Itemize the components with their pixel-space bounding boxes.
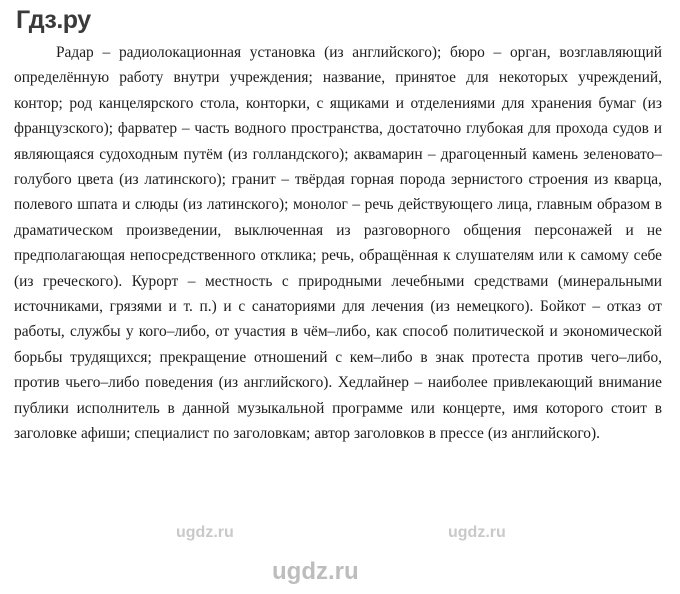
- answer-paragraph: Радар – радиолокационная установка (из английского); бюро – орган, возглавляющий определённую работу внутри учреждения; название, принятое для некоторых учреждений, контор; род канцелярского стола, конторки, с ящиками и отделениями для хранения бумаг (из французского); фарватер – часть водного пространства, достаточно глубокая для прохода судов и являющаяся судоходным путём (из голландского); аквамарин – драгоценный камень зеленовато–голубого цвета (из латинского); гранит – твёрдая горная порода зернистого строения из кварца, полевого шпата и слюды (из латинского); монолог – речь действующего лица, главным образом в драматическом произведении, выключенная из разговорного общения персонажей и не предполагающая непосредственного отклика; речь, обращённая к слушателям или к самому себе (из греческого). Курорт – местность с природными лечебными средствами (минеральными источниками, грязями и т. п.) и с санаториями для лечения (из немецкого). Бойкот – отказ от работы, службы у кого–либо, от участия в чём–либо, как способ политической и экономической борьбы трудящихся; прекращение отношений с кем–либо в знак протеста против чего–либо, против чьего–либо поведения (из английского). Хедлайнер – наиболее привлекающий внимание публики исполнитель в данной музыкальной программе или концерте, имя которого стоит в заголовке афиши; специалист по заголовкам; автор заголовков в прессе (из английского).: [14, 44, 662, 443]
- site-logo: Гдз.ру: [16, 6, 91, 34]
- watermark-right: ugdz.ru: [448, 524, 506, 541]
- watermark-left: ugdz.ru: [176, 524, 234, 541]
- watermark-bottom: ugdz.ru: [272, 558, 359, 585]
- document-body: [14, 40, 662, 447]
